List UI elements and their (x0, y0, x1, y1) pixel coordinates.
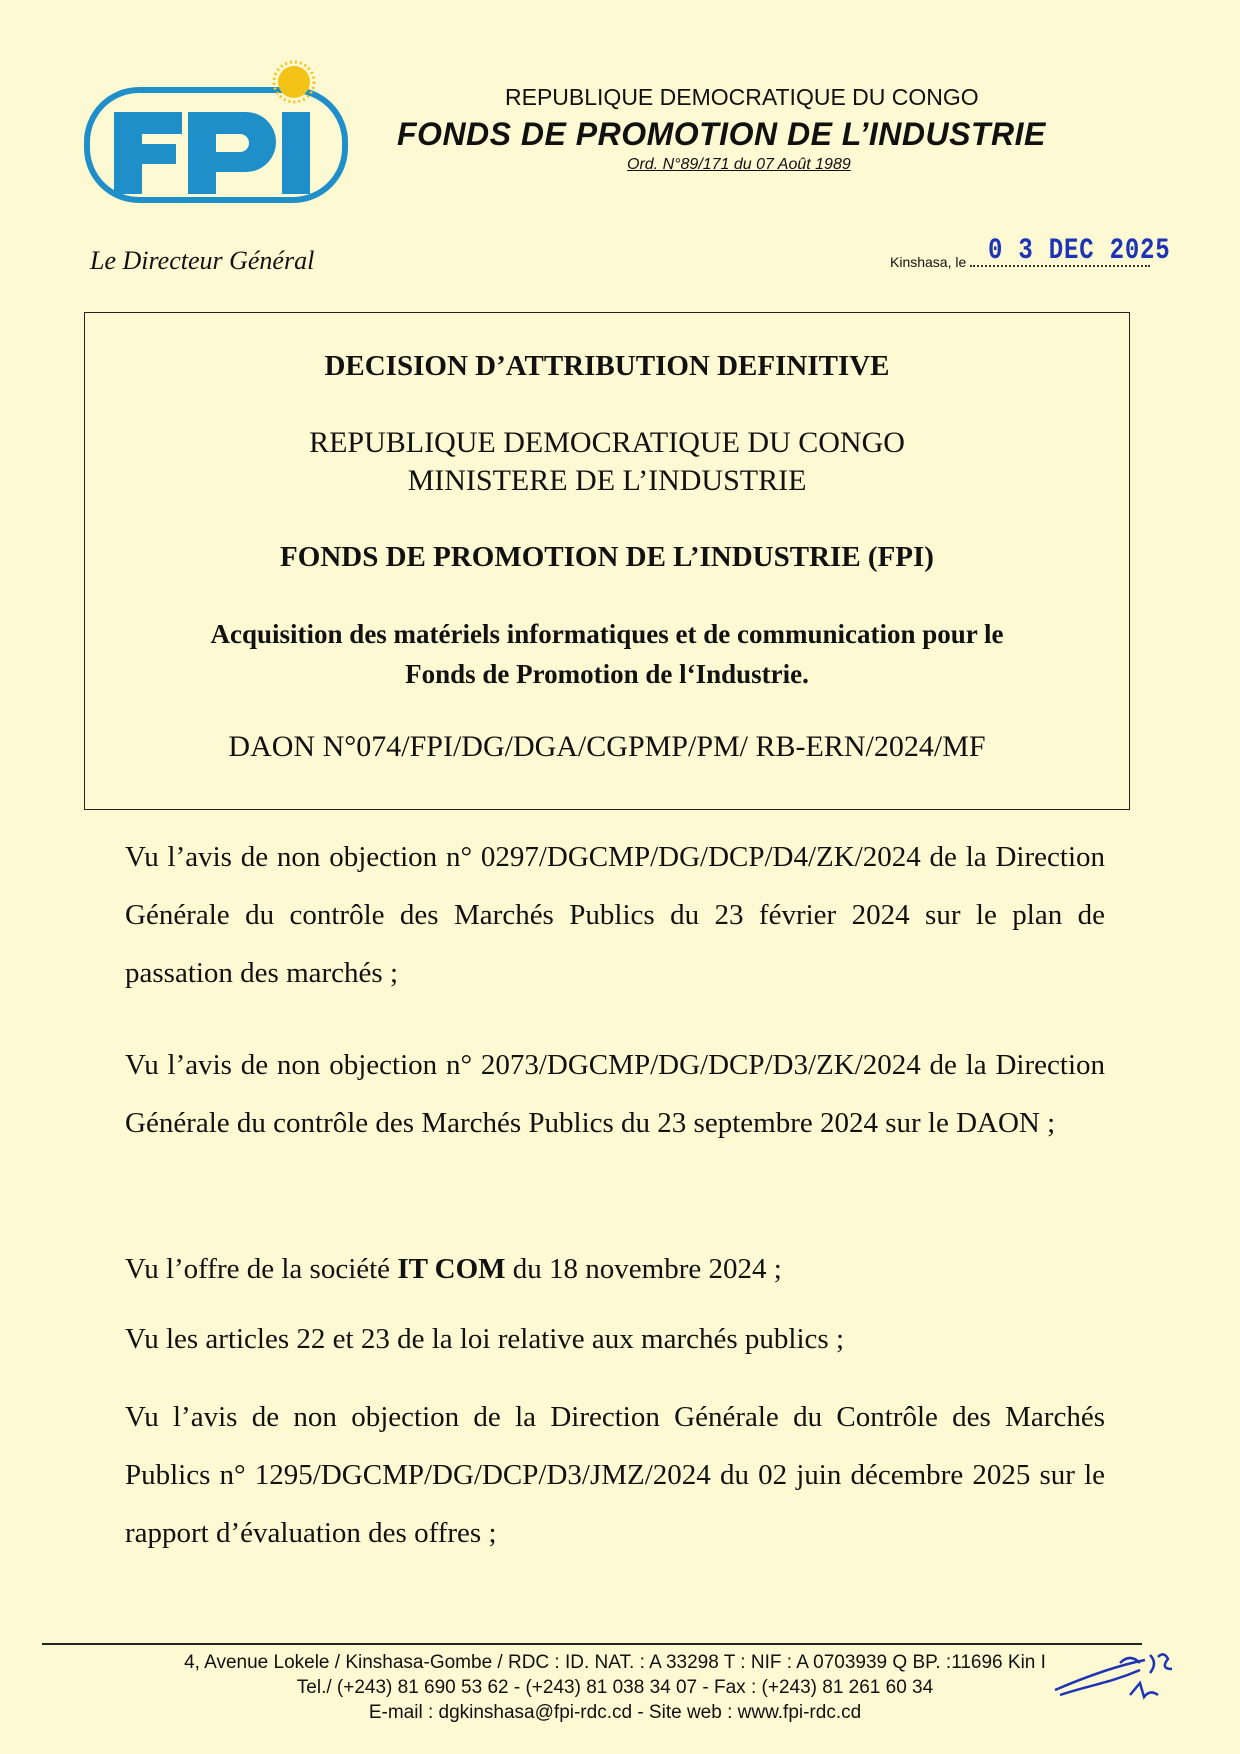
company-name: IT COM (397, 1253, 506, 1285)
footer-contact: E-mail : dgkinshasa@fpi-rdc.cd - Site web : www.fpi-rdc.cd (368, 1702, 862, 1723)
header-country: REPUBLIQUE DEMOCRATIQUE DU CONGO (505, 84, 979, 110)
decision-title: DECISION D’ATTRIBUTION DEFINITIVE (324, 350, 890, 382)
paragraph-2: Vu l’avis de non objection n° 2073/DGCMP/DG/DCP/D3/ZK/2024 de la Direction Générale du contrôle des Marchés Publics du 23 septembre 2024 sur le DAON ; (125, 1049, 1105, 1139)
date-stamp: 0 3 DEC 2025 (988, 234, 1171, 268)
header-organization: FONDS DE PROMOTION DE L’INDUSTRIE (397, 116, 1046, 152)
paragraph-1: Vu l’avis de non objection n° 0297/DGCMP/DG/DCP/D4/ZK/2024 de la Direction Générale du contrôle des Marchés Publics du 23 février 2024 sur le plan de passation des marchés ; (125, 841, 1105, 989)
place-label: Kinshasa, le (890, 254, 967, 270)
subject-line-2: Fonds de Promotion de l‘Industrie. (405, 659, 809, 689)
box-country-ministry (84, 424, 1130, 500)
footer-divider (42, 1643, 1142, 1645)
signatory-title: Le Directeur Général (90, 246, 315, 275)
box-reference: DAON N°074/FPI/DG/DGA/CGPMP/PM/ RB-ERN/2024/MF (228, 730, 986, 763)
header-ordinance: Ord. N°89/171 du 07 Août 1989 (627, 156, 851, 173)
paragraph-3 (125, 1240, 1105, 1298)
box-ministry: MINISTERE DE L’INDUSTRIE (407, 464, 807, 497)
box-country: REPUBLIQUE DEMOCRATIQUE DU CONGO (309, 426, 905, 459)
p3-after: du 18 novembre 2024 ; (505, 1253, 782, 1285)
box-organization: FONDS DE PROMOTION DE L’INDUSTRIE (FPI) (280, 541, 934, 573)
paragraph-5: Vu l’avis de non objection de la Direction Générale du Contrôle des Marchés Publics n° 1295/DGCMP/DG/DCP/D3/JMZ/2024 du 02 juin décembre 2025 sur le rapport d’évaluation des offres ; (125, 1401, 1105, 1549)
footer-address: 4, Avenue Lokele / Kinshasa-Gombe / RDC : ID. NAT. : A 33298 T : NIF : A 0703939 Q BP. :11696 Kin I (184, 1652, 1046, 1673)
footer-phones: Tel./ (+243) 81 690 53 62 - (+243) 81 038 34 07 - Fax : (+243) 81 261 60 34 (296, 1677, 934, 1698)
paragraph-4: Vu les articles 22 et 23 de la loi relative aux marchés publics ; (125, 1323, 844, 1355)
box-subject (84, 614, 1130, 694)
handwritten-initials (1050, 1645, 1200, 1720)
subject-line-1: Acquisition des matériels informatiques et de communication pour le (210, 619, 1004, 649)
fpi-logo (84, 88, 346, 202)
p3-before: Vu l’offre de la société (125, 1253, 398, 1285)
